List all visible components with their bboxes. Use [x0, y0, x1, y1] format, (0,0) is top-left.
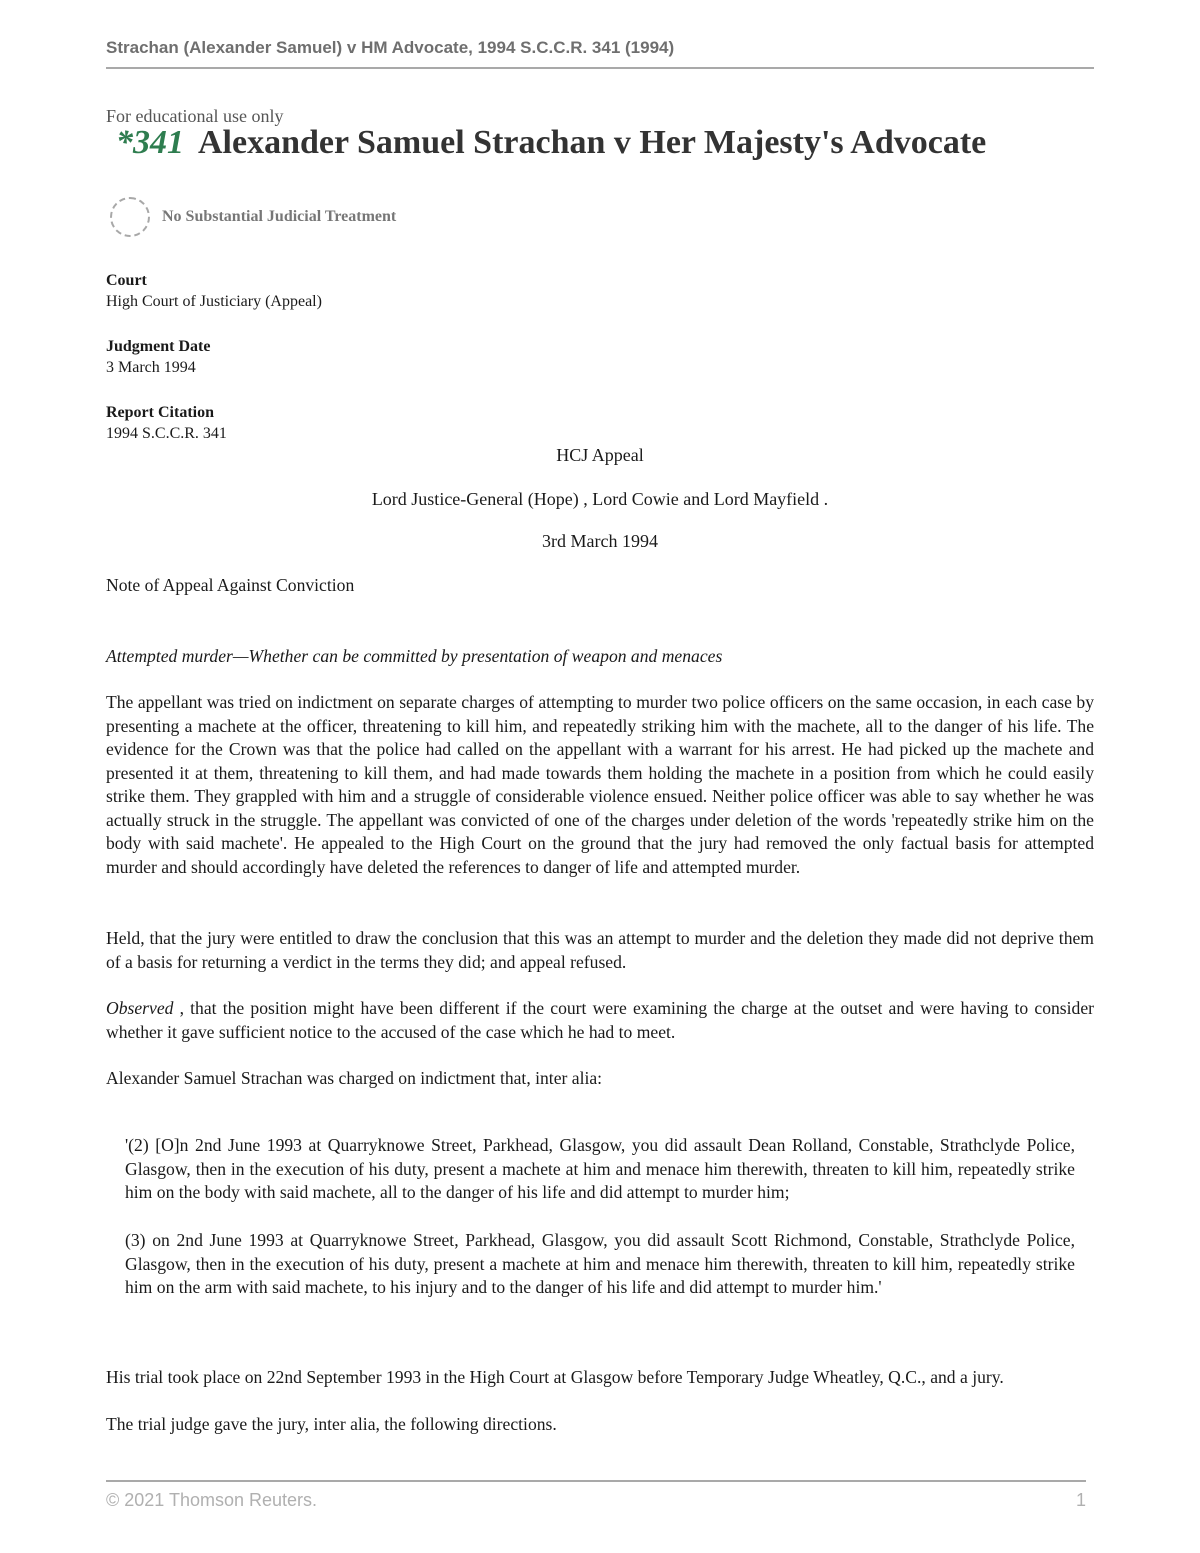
report-citation-value: 1994 S.C.C.R. 341 [106, 425, 227, 442]
page-marker: *341 [116, 124, 184, 161]
case-title: Alexander Samuel Strachan v Her Majesty's Advocate [198, 124, 987, 161]
educational-use-note: For educational use only [106, 106, 284, 126]
charged-intro: Alexander Samuel Strachan was charged on indictment that, inter alia: [106, 1068, 603, 1088]
trial-paragraph: His trial took place on 22nd September 1993 in the High Court at Glasgow before Temporary Judge Wheatley, Q.C., and a jury. [106, 1367, 1004, 1387]
running-header: Strachan (Alexander Samuel) v HM Advocate, 1994 S.C.C.R. 341 (1994) [106, 38, 1094, 69]
report-citation-block [106, 402, 227, 444]
document-title [116, 124, 986, 162]
judicial-treatment-flag [110, 195, 396, 239]
hearing-date: 3rd March 1994 [542, 531, 658, 551]
judgment-date-value: 3 March 1994 [106, 359, 196, 376]
page-number: 1 [1075, 1490, 1086, 1510]
court-label: Court [106, 272, 147, 289]
appeal-type: HCJ Appeal [556, 445, 644, 465]
copyright: © 2021 Thomson Reuters. [106, 1490, 318, 1510]
observed-text: , that the position might have been different if the court were examining the charge at the outset and were having to consider whether it gave sufficient notice to the accused of the case which he had to meet. [106, 998, 1094, 1042]
judgment-date-label: Judgment Date [106, 338, 211, 355]
page-footer [106, 1480, 1086, 1511]
note-of-appeal: Note of Appeal Against Conviction [106, 575, 355, 595]
charge-3: (3) on 2nd June 1993 at Quarryknowe Street, Parkhead, Glasgow, you did assault Scott Richmond, Constable, Strathclyde Police, Glasgow, then in the execution of his duty, present a machete at him and menace him therewith, threaten to kill him, repeatedly strike him on the arm with said machete, to his injury and to the danger of his life and did attempt to murder him.' [125, 1230, 1075, 1297]
observed-label: Observed [106, 998, 174, 1018]
rubric: Attempted murder—Whether can be committed by presentation of weapon and menaces [106, 646, 723, 666]
judges-line: Lord Justice-General (Hope) , Lord Cowie and Lord Mayfield . [371, 489, 829, 509]
dashed-circle-icon [110, 197, 150, 237]
held-paragraph: Held, that the jury were entitled to draw the conclusion that this was an attempt to murder and the deletion they made did not deprive them of a basis for returning a verdict in the terms they did; and appeal refused. [106, 928, 1094, 972]
summary-paragraph: The appellant was tried on indictment on separate charges of attempting to murder two police officers on the same occasion, in each case by presenting a machete at the officer, threatening to kill him, and repeatedly striking him with the machete, all to the danger of his life. The evidence for the Crown was that the police had called on the appellant with a warrant for his arrest. He had picked up the machete and presented it at them, threatening to kill them, and had made towards them holding the machete in a position from which he could easily strike them. They grappled with him and a struggle of considerable violence ensued. Neither police officer was able to say whether he was actually struck in the struggle. The appellant was convicted of one of the charges under deletion of the words 'repeatedly strike him on the body with said machete'. He appealed to the High Court on the ground that the jury had removed the only factual basis for attempted murder and should accordingly have deleted the references to danger of life and attempted murder. [106, 692, 1094, 877]
court-value: High Court of Justiciary (Appeal) [106, 293, 322, 310]
rubric-paragraph [106, 645, 1094, 669]
report-citation-label: Report Citation [106, 404, 214, 421]
treatment-label: No Substantial Judicial Treatment [162, 208, 397, 225]
directions-paragraph: The trial judge gave the jury, inter alia, the following directions. [106, 1414, 557, 1434]
court-block [106, 270, 322, 312]
observed-paragraph [106, 997, 1094, 1044]
judgment-date-block [106, 336, 210, 378]
charge-2: '(2) [O]n 2nd June 1993 at Quarryknowe Street, Parkhead, Glasgow, you did assault Dean Rolland, Constable, Strathclyde Police, Glasgow, then in the execution of his duty, present a machete at him and menace him therewith, threaten to kill him, repeatedly strike him on the body with said machete, all to the danger of his life and did attempt to murder him; [125, 1135, 1075, 1202]
